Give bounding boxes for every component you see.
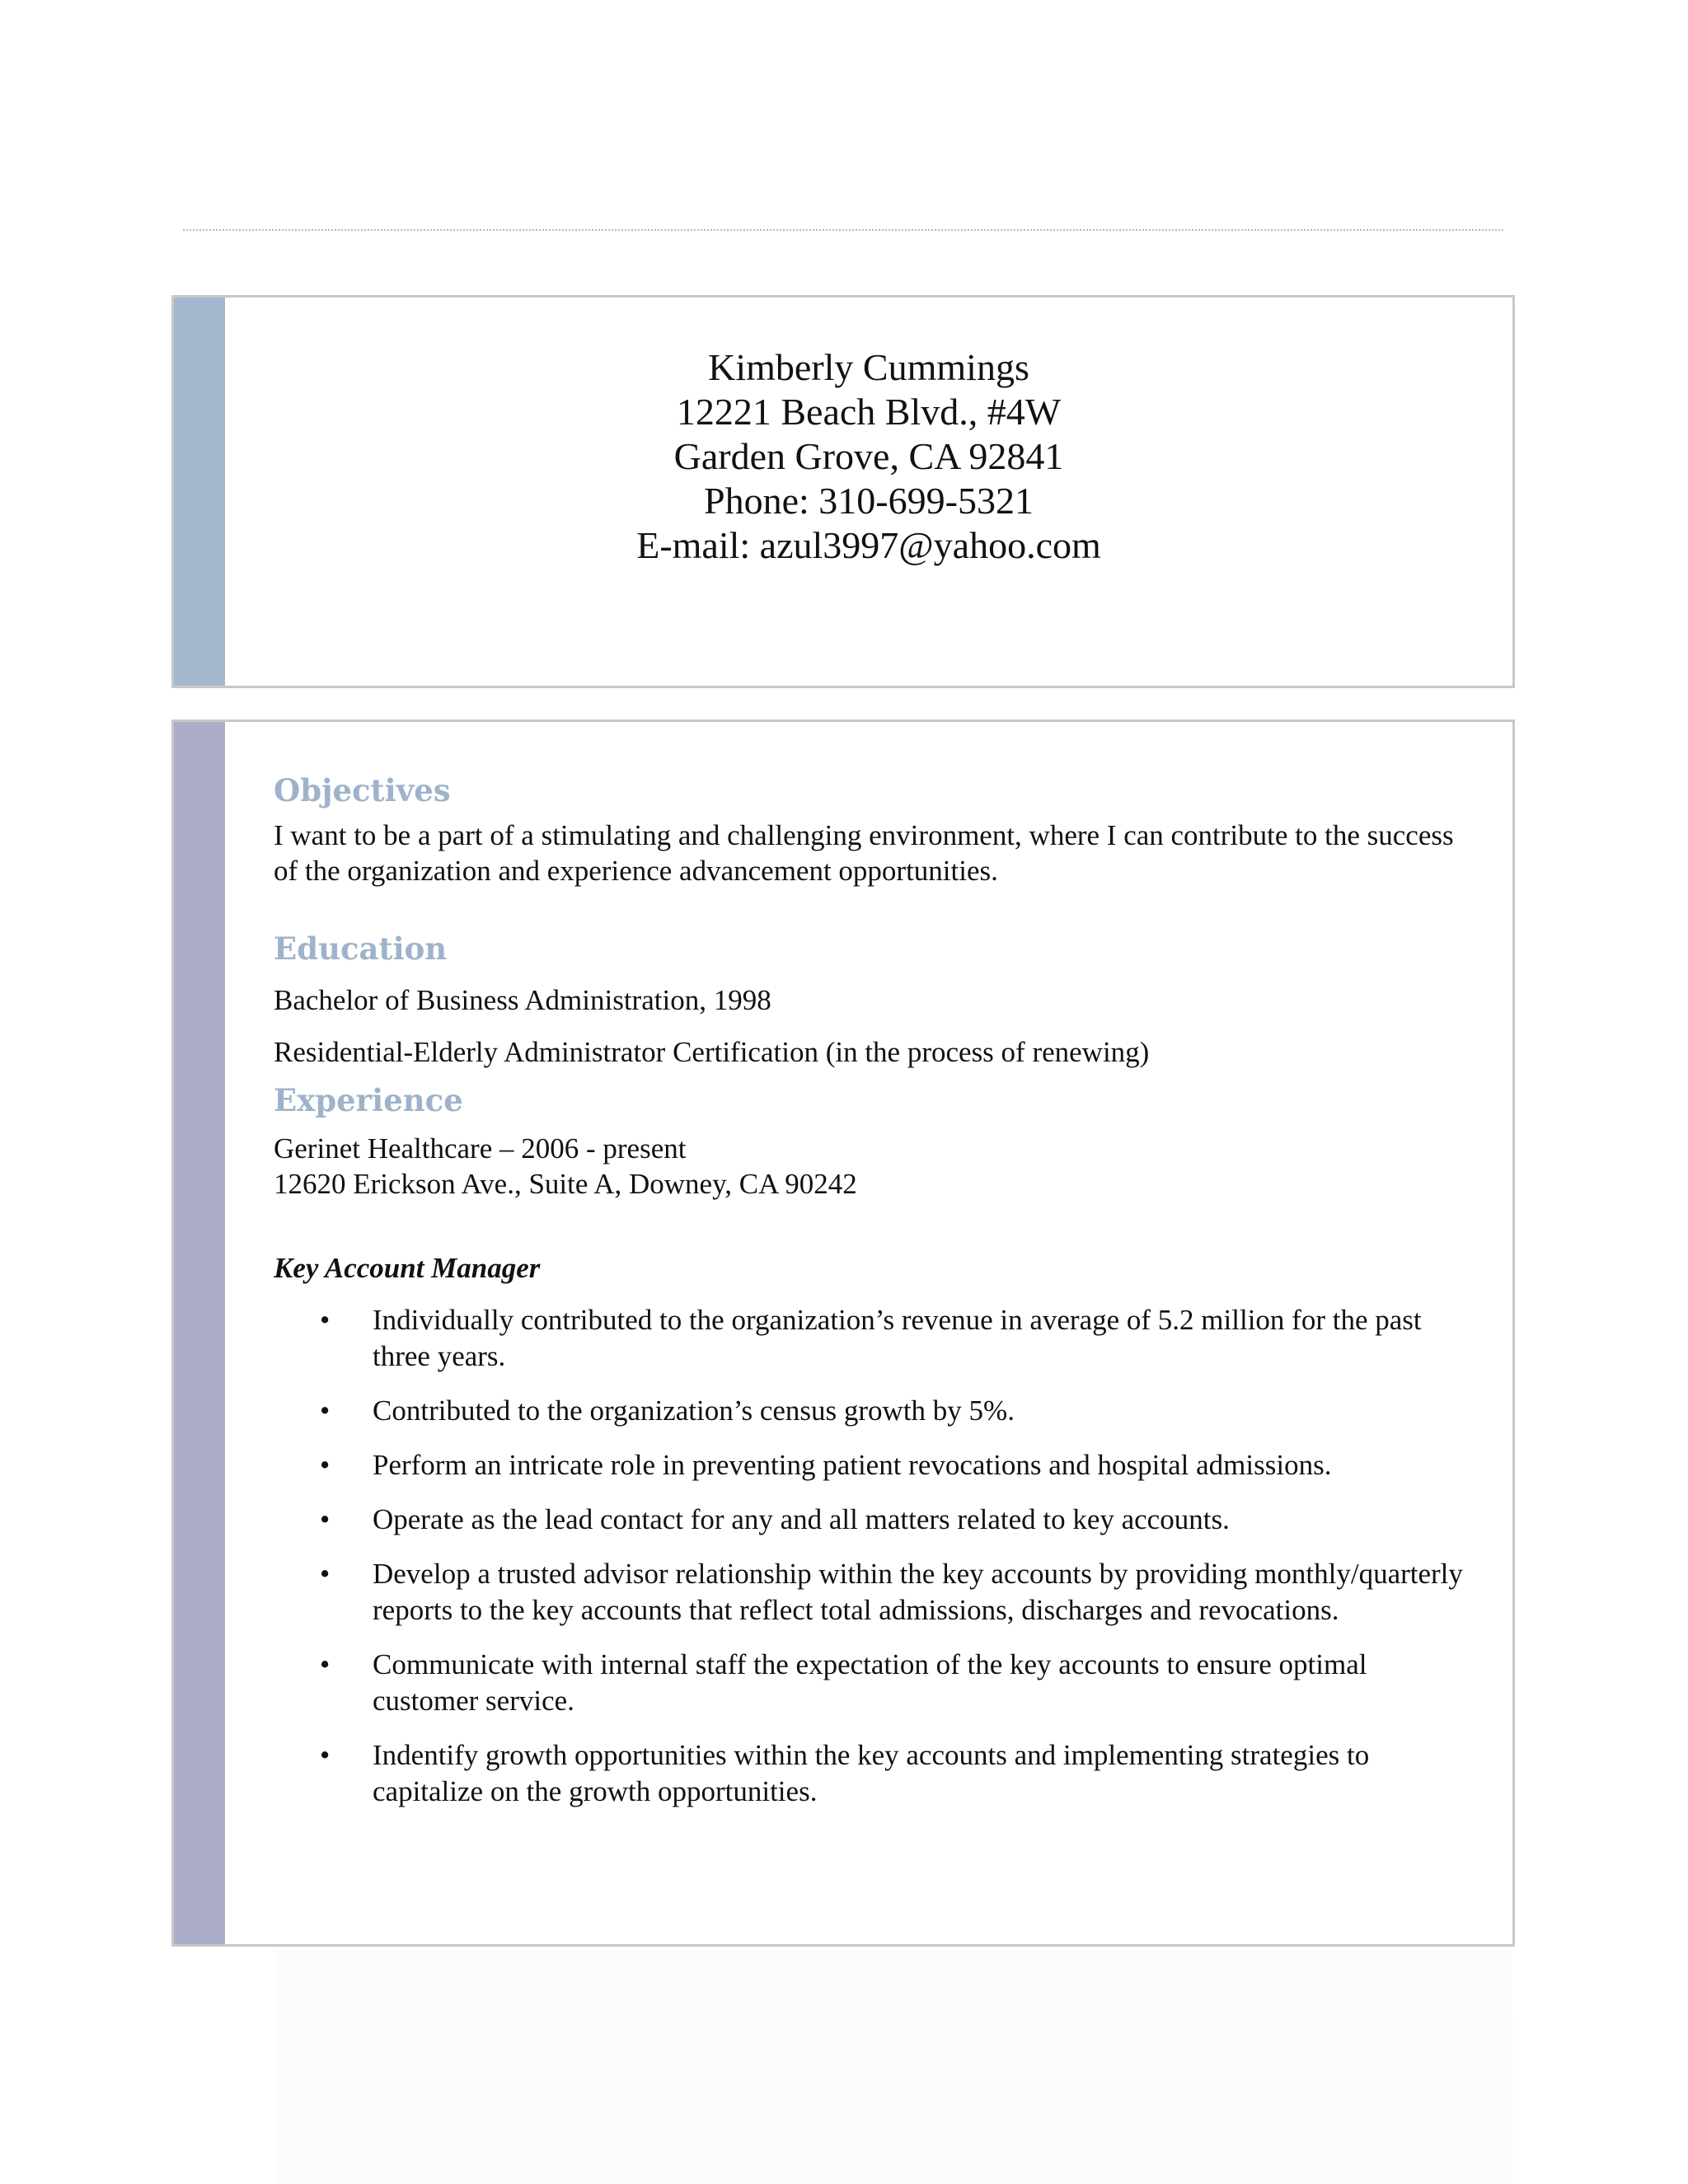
contact-block <box>225 345 1512 568</box>
list-item <box>274 1556 1463 1629</box>
education-item: Residential-Elderly Administrator Certification (in the process of renewing) <box>274 1036 1150 1068</box>
duty-text: Communicate with internal staff the expectation of the key accounts to ensure optimal customer service. <box>373 1648 1367 1717</box>
duty-text: Individually contributed to the organization’s revenue in average of 5.2 million for the past three years. <box>373 1304 1422 1372</box>
bullet: • <box>320 1503 331 1535</box>
bullet: • <box>320 1558 331 1590</box>
bullet: • <box>320 1449 331 1481</box>
resume-body-panel <box>171 719 1515 1947</box>
duty-text: Indentify growth opportunities within the key accounts and implementing strategies to capitalize on the growth opportunities. <box>373 1739 1370 1807</box>
resume-content <box>274 771 1463 1828</box>
objectives-heading: Objectives <box>274 772 451 808</box>
dotted-divider <box>183 229 1503 231</box>
bullet: • <box>320 1739 331 1771</box>
address-line-1: 12221 Beach Blvd., #4W <box>676 391 1062 433</box>
list-item <box>274 1447 1463 1483</box>
bullet: • <box>320 1304 331 1336</box>
list-item <box>274 1737 1463 1810</box>
job-title: Key Account Manager <box>274 1252 541 1284</box>
bullet: • <box>320 1394 331 1427</box>
address-line-2: Garden Grove, CA 92841 <box>673 435 1064 477</box>
list-item <box>274 1647 1463 1719</box>
duty-text: Perform an intricate role in preventing patient revocations and hospital admissions. <box>373 1449 1332 1481</box>
candidate-name: Kimberly Cummings <box>708 346 1029 388</box>
list-item <box>274 1302 1463 1375</box>
experience-heading: Experience <box>274 1082 463 1118</box>
employer-address: 12620 Erickson Ave., Suite A, Downey, CA 90242 <box>274 1168 857 1200</box>
email: E-mail: azul3997@yahoo.com <box>636 524 1101 566</box>
bullet: • <box>320 1648 331 1680</box>
duty-text: Develop a trusted advisor relationship within the key accounts by providing monthly/quarterly reports to the key accounts that reflect total admissions, discharges and revocations. <box>373 1558 1463 1626</box>
list-item <box>274 1502 1463 1538</box>
duties-list <box>274 1302 1463 1810</box>
duty-text: Contributed to the organization’s census growth by 5%. <box>373 1394 1015 1427</box>
body-accent-stripe <box>174 722 225 1944</box>
education-item: Bachelor of Business Administration, 1998 <box>274 984 771 1016</box>
employer: Gerinet Healthcare – 2006 - present <box>274 1132 687 1165</box>
objectives-text: I want to be a part of a stimulating and challenging environment, where I can contribute to the success of the organization and experience advancement opportunities. <box>274 819 1454 887</box>
duty-text: Operate as the lead contact for any and all matters related to key accounts. <box>373 1503 1230 1535</box>
header-accent-stripe <box>174 298 225 686</box>
list-item <box>274 1393 1463 1429</box>
header-panel <box>171 295 1515 688</box>
education-heading: Education <box>274 930 448 967</box>
phone: Phone: 310-699-5321 <box>704 480 1034 522</box>
